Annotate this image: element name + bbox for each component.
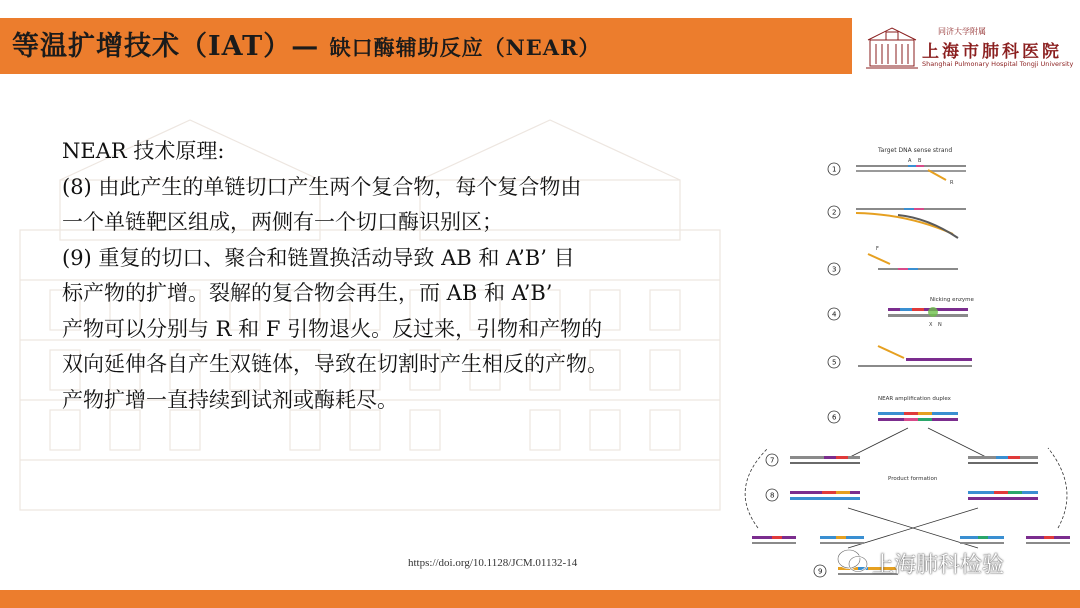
- dna-strand: [856, 170, 966, 172]
- dna-segment: [836, 456, 848, 459]
- step-number: 6: [832, 413, 837, 422]
- label-r: R: [950, 180, 954, 186]
- dna-segment: [822, 491, 836, 494]
- label-n: N: [938, 322, 942, 328]
- hospital-logo: [862, 22, 1074, 74]
- dna-segment: [904, 208, 914, 210]
- step-number: 9: [818, 567, 823, 576]
- dna-segment: [898, 268, 908, 270]
- wechat-icon: [836, 548, 870, 574]
- body-line: 产物扩增一直持续到试剂或酶耗尽。: [62, 387, 398, 412]
- step-number: 5: [832, 358, 837, 367]
- title-sub: 缺口酶辅助反应（NEAR）: [329, 35, 601, 60]
- logo-hospital-name: 上海市肺科医院: [922, 42, 1062, 62]
- flow-arrow: [928, 428, 988, 458]
- dna-segment: [1044, 536, 1054, 539]
- dna-strand: [968, 497, 1038, 500]
- dna-segment: [996, 456, 1008, 459]
- watermark-text: 上海肺科检验: [872, 553, 1005, 578]
- cycle-arrow: [1048, 448, 1067, 528]
- body-line: 产物可以分别与 R 和 F 引物退火。反过来，引物和产物的: [62, 316, 603, 341]
- cycle-arrow: [745, 448, 768, 528]
- flow-arrow: [848, 428, 908, 458]
- dna-strand: [790, 497, 860, 500]
- dna-product: [752, 542, 796, 544]
- step-number: 8: [770, 491, 775, 500]
- hospital-building-icon: [862, 22, 922, 74]
- dna-segment: [1008, 456, 1020, 459]
- dna-segment: [912, 308, 924, 311]
- logo-affiliation: 同济大学附属: [938, 27, 986, 36]
- dna-segment: [994, 491, 1008, 494]
- nicking-label: Nicking enzyme: [930, 297, 974, 303]
- dna-segment: [978, 536, 988, 539]
- title-main: 等温扩增技术（IAT）—: [12, 31, 330, 62]
- step-number: 4: [832, 310, 837, 319]
- dna-segment: [908, 268, 918, 270]
- primer-strand: [868, 254, 890, 264]
- near-diagram: [728, 138, 1080, 585]
- nicking-enzyme-icon: [928, 307, 938, 317]
- dna-segment: [836, 491, 850, 494]
- step-number: 3: [832, 265, 837, 274]
- step-number: 2: [832, 208, 837, 217]
- label-b: B: [918, 158, 922, 164]
- step-number: 1: [832, 165, 837, 174]
- duplex-label: NEAR amplification duplex: [878, 396, 951, 402]
- dna-strand: [790, 462, 860, 464]
- dna-segment: [824, 456, 836, 459]
- dna-segment: [772, 536, 782, 539]
- primer-strand: [878, 346, 904, 358]
- dna-product: [960, 542, 1004, 544]
- dna-product: [820, 542, 864, 544]
- dna-segment: [918, 412, 932, 415]
- dna-strand: [906, 358, 972, 361]
- header-bar: [0, 18, 852, 74]
- product-label: Product formation: [888, 476, 938, 482]
- dna-segment: [918, 418, 932, 421]
- body-text: [62, 134, 762, 418]
- dna-segment: [900, 308, 912, 311]
- dna-segment: [1008, 491, 1022, 494]
- doi-citation: https://doi.org/10.1128/JCM.01132-14: [408, 557, 578, 569]
- logo-english-name: Shanghai Pulmonary Hospital Tongji University: [922, 60, 1074, 68]
- body-line: (8) 由此产生的单链切口产生两个复合物，每个复合物由: [62, 174, 582, 199]
- body-line: 双向延伸各自产生双链体，导致在切割时产生相反的产物。: [62, 352, 608, 376]
- dna-strand: [968, 462, 1038, 464]
- step-number: 7: [770, 456, 775, 465]
- dna-strand: [858, 365, 972, 367]
- dna-strand: [888, 314, 968, 317]
- dna-segment: [904, 412, 918, 415]
- label-f: F: [876, 246, 879, 252]
- body-line: 标产物的扩增。裂解的复合物会再生，而 AB 和 A’B’: [62, 281, 553, 305]
- watermark: [832, 548, 1072, 576]
- dna-segment: [908, 165, 916, 167]
- label-x: X: [929, 322, 933, 328]
- diagram-title: Target DNA sense strand: [878, 147, 953, 154]
- body-line: NEAR 技术原理:: [62, 139, 225, 163]
- body-line: 一个单链靶区组成，两侧有一个切口酶识别区；: [62, 210, 503, 234]
- dna-segment: [916, 165, 924, 167]
- body-line: (9) 重复的切口、聚合和链置换活动导致 AB 和 A’B’ 目: [62, 245, 575, 270]
- slide-title: [12, 24, 601, 63]
- footer-bar: [0, 590, 1080, 608]
- dna-segment: [904, 418, 918, 421]
- dna-segment: [914, 208, 924, 210]
- dna-product: [1026, 542, 1070, 544]
- label-a: A: [908, 158, 912, 164]
- dna-segment: [836, 536, 846, 539]
